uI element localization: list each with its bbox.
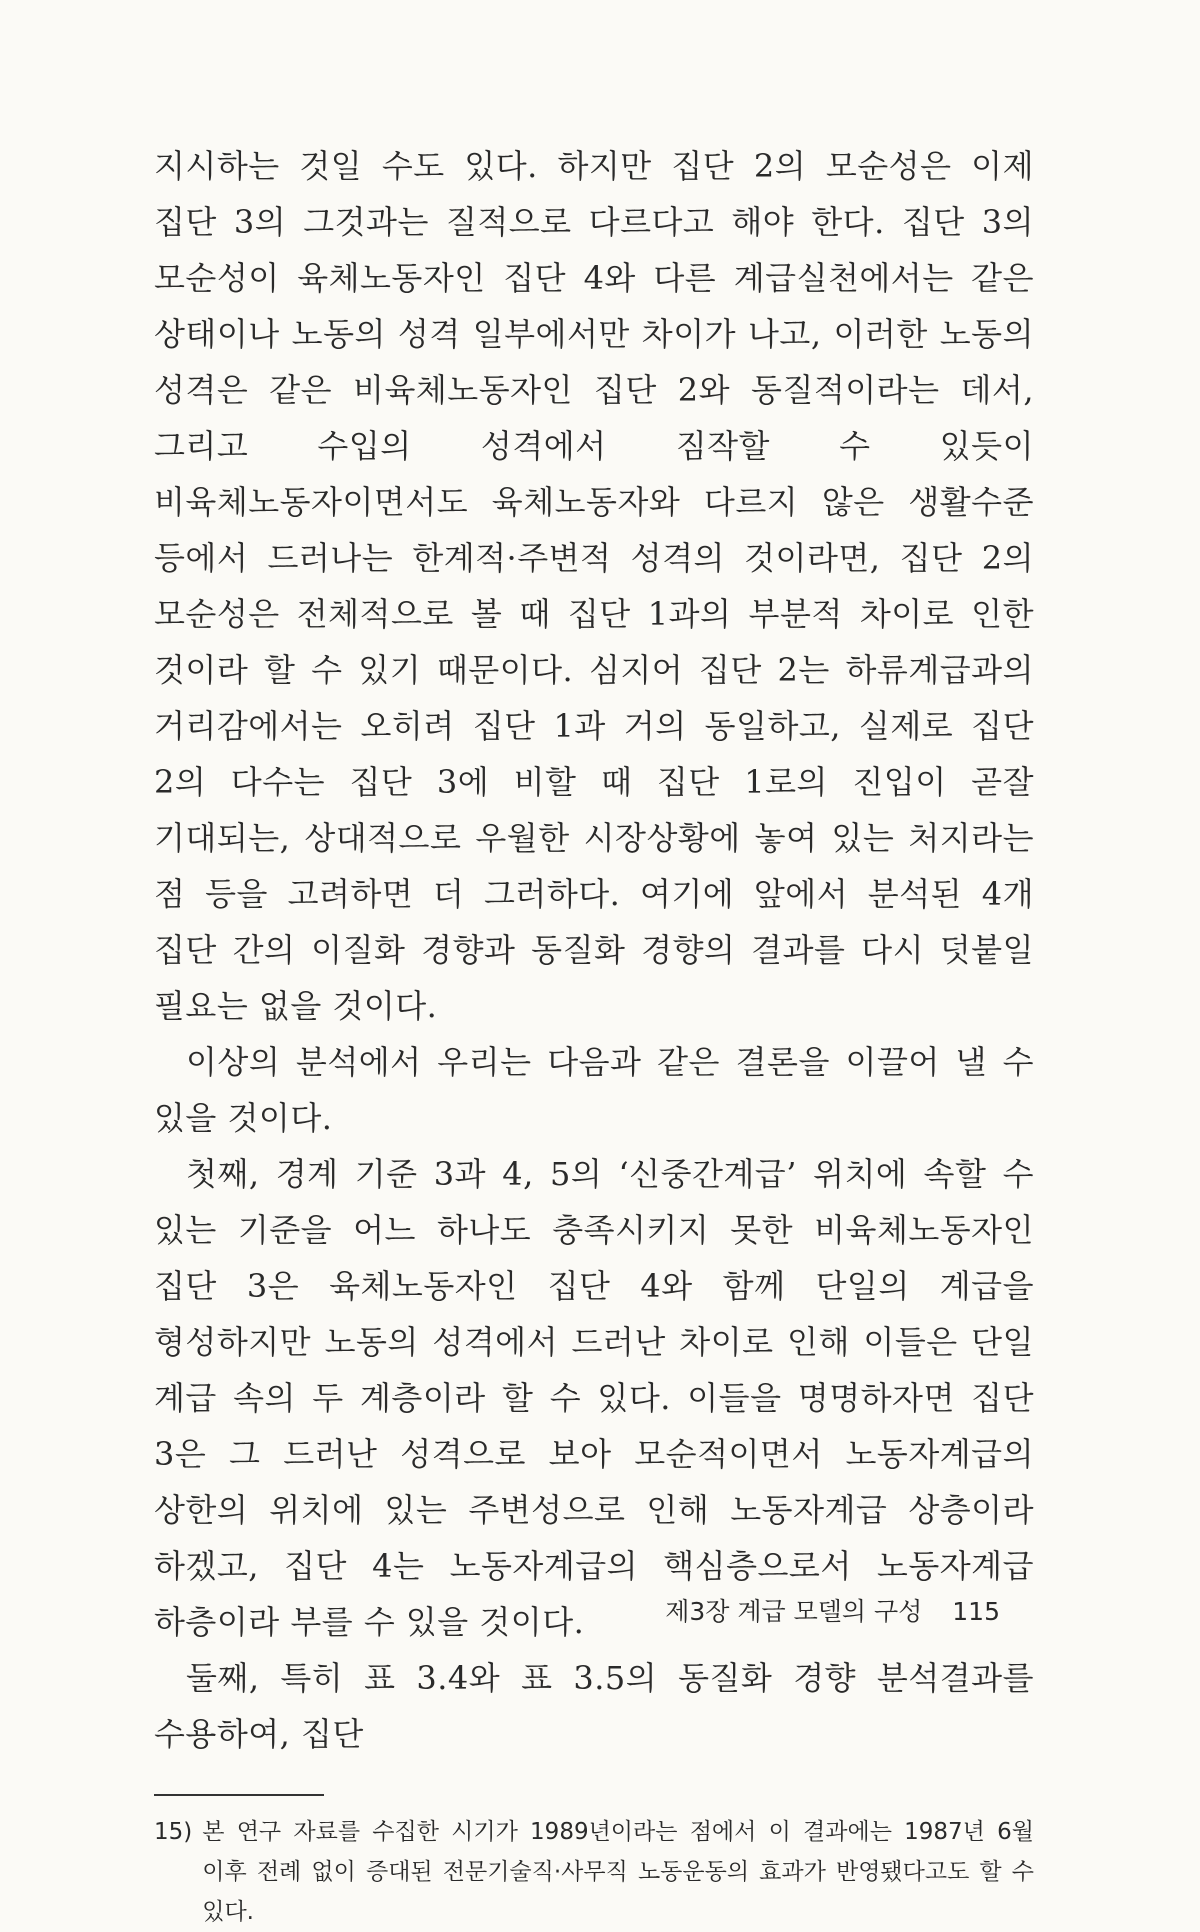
footnote-number: 15) (154, 1819, 193, 1845)
footer-chapter-title: 제3장 계급 모델의 구성 (665, 1597, 923, 1626)
page-number: 115 (952, 1597, 1000, 1626)
paragraph-2: 이상의 분석에서 우리는 다음과 같은 결론을 이끌어 낼 수 있을 것이다. (154, 1043, 1034, 1137)
page-content (154, 138, 1034, 1932)
body-text (154, 138, 1034, 1762)
paragraph-4: 둘째, 특히 표 3.4와 표 3.5의 동질화 경향 분석결과를 수용하여, 집단 (154, 1659, 1034, 1753)
footnote (154, 1812, 1034, 1932)
paragraph-3: 첫째, 경계 기준 3과 4, 5의 ‘신중간계급’ 위치에 속할 수 있는 기준을 어느 하나도 충족시키지 못한 비육체노동자인 집단 3은 육체노동자인 집단 4와 함께 단일의 계급을 형성하지만 노동의 성격에서 드러난 차이로 인해 이들은 단일 계급 속의 두 계층이라 할 수 있다. 이들을 명명하자면 집단 3은 그 드러난 성격으로 보아 모순적이면서 노동자계급의 상한의 위치에 있는 주변성으로 인해 노동자계급 상층이라 하겠고, 집단 4는 노동자계급의 핵심층으로서 노동자계급 하층이라 부를 수 있을 것이다. (154, 1155, 1034, 1641)
paragraph-1: 지시하는 것일 수도 있다. 하지만 집단 2의 모순성은 이제 집단 3의 그것과는 질적으로 다르다고 해야 한다. 집단 3의 모순성이 육체노동자인 집단 4와 다른 계급실천에서는 같은 상태이나 노동의 성격 일부에서만 차이가 나고, 이러한 노동의 성격은 같은 비육체노동자인 집단 2와 동질적이라는 데서, 그리고 수입의 성격에서 짐작할 수 있듯이 비육체노동자이면서도 육체노동자와 다르지 않은 생활수준 등에서 드러나는 한계적·주변적 성격의 것이라면, 집단 2의 모순성은 전체적으로 볼 때 집단 1과의 부분적 차이로 인한 것이라 할 수 있기 때문이다. 심지어 집단 2는 하류계급과의 거리감에서는 오히려 집단 1과 거의 동일하고, 실제로 집단 2의 다수는 집단 3에 비할 때 집단 1로의 진입이 곧잘 기대되는, 상대적으로 우월한 시장상황에 놓여 있는 처지라는 점 등을 고려하면 더 그러하다. 여기에 앞에서 분석된 4개 집단 간의 이질화 경향과 동질화 경향의 결과를 다시 덧붙일 필요는 없을 것이다. (154, 147, 1034, 1025)
running-footer (665, 1592, 1000, 1628)
footnote-text: 본 연구 자료를 수집한 시기가 1989년이라는 점에서 이 결과에는 1987년 6월 이후 전례 없이 증대된 전문기술직·사무직 노동운동의 효과가 반영됐다고도 할 수 있다. (202, 1819, 1034, 1925)
footnote-divider (154, 1794, 324, 1796)
